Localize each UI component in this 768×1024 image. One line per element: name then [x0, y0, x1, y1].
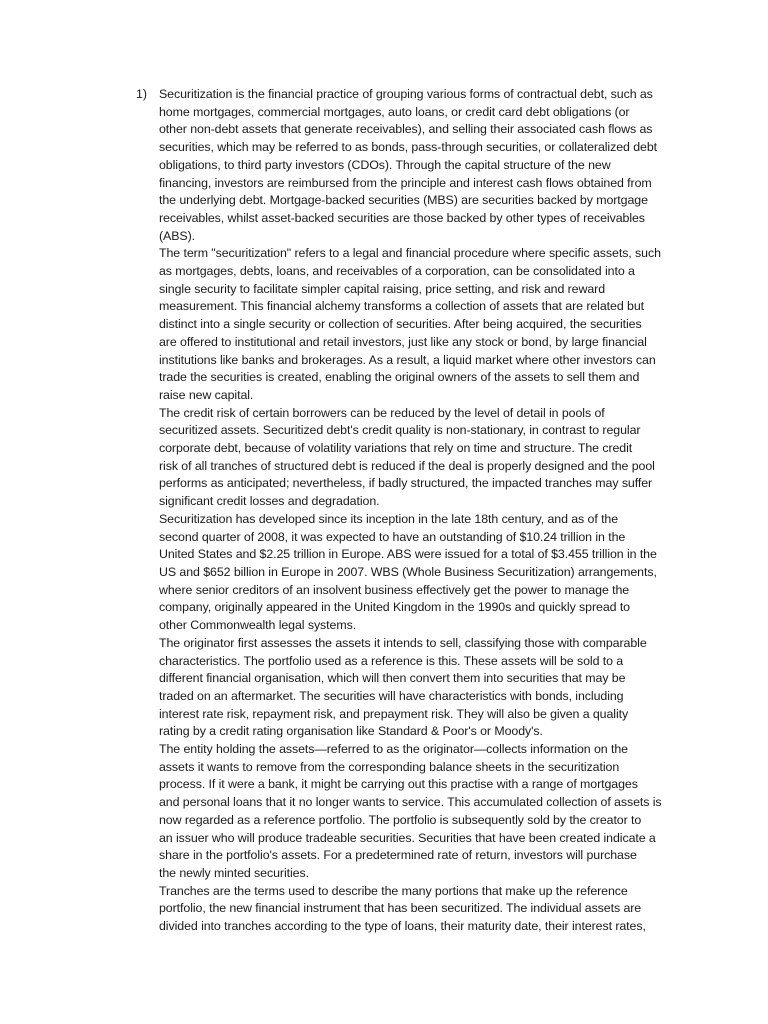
text-line: rating by a credit rating organisation like Standard & Poor's or Moody's.	[159, 724, 543, 739]
text-line: single security to facilitate simpler capital raising, price setting, and risk and reward	[159, 281, 606, 296]
text-line: the newly minted securities.	[159, 865, 309, 880]
text-line: The term "securitization" refers to a legal and financial procedure where specific assets, such	[159, 246, 661, 261]
text-line: divided into tranches according to the type of loans, their maturity date, their interest rates,	[159, 919, 646, 934]
text-line: where senior creditors of an insolvent business effectively get the power to manage the	[159, 582, 630, 597]
text-line: trade the securities is created, enabling the original owners of the assets to sell them and	[159, 370, 640, 385]
text-line: (ABS).	[159, 228, 196, 243]
paragraph	[159, 405, 656, 511]
paragraph	[159, 741, 662, 883]
paragraph	[159, 511, 656, 635]
text-line: other non-debt assets that generate receivables), and selling their associated cash flows as	[159, 122, 653, 137]
text-line: Securitization has developed since its inception in the late 18th century, and as of the	[159, 511, 619, 526]
text-line: an issuer who will produce tradeable securities. Securities that have been created indicate a	[159, 830, 656, 845]
text-line: now regarded as a reference portfolio. The portfolio is subsequently sold by the creator to	[159, 812, 642, 827]
text-line: performs as anticipated; nevertheless, if badly structured, the impacted tranches may suffer	[159, 476, 653, 491]
text-line: share in the portfolio's assets. For a predetermined rate of return, investors will purchase	[159, 848, 637, 863]
text-line: securities, which may be referred to as bonds, pass-through securities, or collateralized debt	[159, 140, 657, 155]
text-line: process. If it were a bank, it might be carrying out this practise with a range of mortgages	[159, 777, 638, 792]
text-line: portfolio, the new financial instrument that has been securitized. The individual assets are	[159, 901, 642, 916]
item-number: 1)	[136, 87, 148, 101]
text-line: company, originally appeared in the United Kingdom in the 1990s and quickly spread to	[159, 600, 630, 615]
text-line: securitized assets. Securitized debt's credit quality is non-stationary, in contrast to regular	[159, 423, 641, 438]
text-line: distinct into a single security or collection of securities. After being acquired, the securities	[159, 317, 642, 332]
text-line: United States and $2.25 trillion in Europe. ABS were issued for a total of $3.455 trillion in the	[159, 547, 657, 562]
paragraph	[159, 245, 661, 404]
text-line: institutions like banks and brokerages. As a result, a liquid market where other investors can	[159, 352, 656, 367]
text-line: obligations, to third party investors (CDOs). Through the capital structure of the new	[159, 157, 611, 172]
text-line: interest rate risk, repayment risk, and prepayment risk. They will also be given a quality	[159, 706, 629, 721]
text-line: raise new capital.	[159, 387, 254, 402]
text-line: second quarter of 2008, it was expected to have an outstanding of $10.24 trillion in the	[159, 529, 626, 544]
text-line: measurement. This financial alchemy transforms a collection of assets that are related but	[159, 299, 644, 314]
text-line: Securitization is the financial practice of grouping various forms of contractual debt, such as	[159, 87, 653, 101]
text-line: other Commonwealth legal systems.	[159, 618, 357, 633]
text-line: are offered to institutional and retail investors, just like any stock or bond, by large financial	[159, 334, 647, 349]
text-line: home mortgages, commercial mortgages, auto loans, or credit card debt obligations (or	[159, 104, 630, 119]
text-line: assets it wants to remove from the corresponding balance sheets in the securitization	[159, 759, 620, 774]
text-line: different financial organisation, which will then convert them into securities that may be	[159, 671, 626, 686]
text-line: the underlying debt. Mortgage-backed securities (MBS) are securities backed by mortgage	[159, 193, 648, 208]
text-line: receivables, whilst asset-backed securities are those backed by other types of receivables	[159, 210, 645, 225]
text-line: US and $652 billion in Europe in 2007. WBS (Whole Business Securitization) arrangements,	[159, 564, 657, 579]
text-line: and personal loans that it no longer wants to service. This accumulated collection of assets is	[159, 795, 662, 810]
text-line: characteristics. The portfolio used as a reference is this. These assets will be sold to a	[159, 653, 624, 668]
text-line: Tranches are the terms used to describe the many portions that make up the reference	[159, 883, 628, 898]
paragraph	[159, 86, 656, 245]
text-line: risk of all tranches of structured debt is reduced if the deal is properly designed and the pool	[159, 458, 655, 473]
text-line: as mortgages, debts, loans, and receivables of a corporation, can be consolidated into a	[159, 264, 635, 279]
text-line: traded on an aftermarket. The securities will have characteristics with bonds, including	[159, 688, 624, 703]
paragraph	[159, 883, 656, 936]
item-body	[159, 86, 662, 936]
text-line: The credit risk of certain borrowers can be reduced by the level of detail in pools of	[159, 405, 605, 420]
paragraph	[159, 635, 656, 741]
text-line: The entity holding the assets—referred to as the originator—collects information on the	[159, 742, 628, 757]
text-line: The originator first assesses the assets it intends to sell, classifying those with comparable	[159, 635, 647, 650]
text-line: significant credit losses and degradation.	[159, 494, 380, 509]
text-line: financing, investors are reimbursed from the principle and interest cash flows obtained from	[159, 175, 652, 190]
text-line: corporate debt, because of volatility variations that rely on time and structure. The credit	[159, 441, 633, 456]
